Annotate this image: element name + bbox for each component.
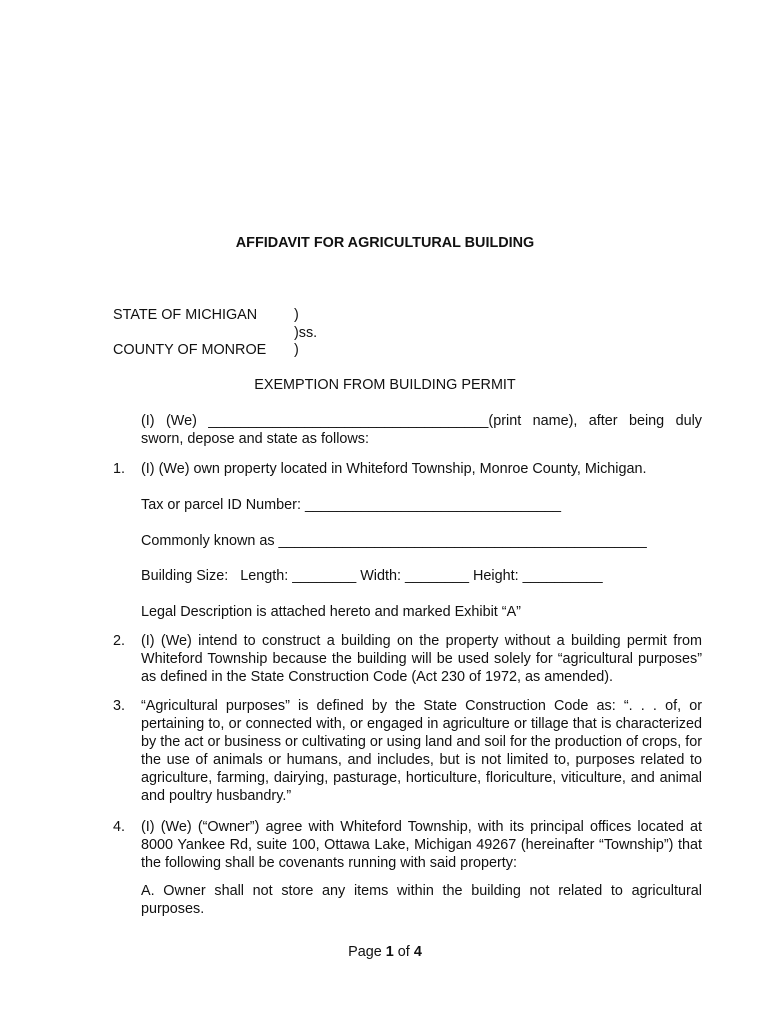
item-number: 4. — [113, 819, 126, 835]
item-3-text: “Agricultural purposes” is defined by the State Construction Code as: “. . . of, or pertaining to, or connected with, or engaged in agriculture or tillage that is characterized by the act or business or cultivating or using land and soil for the production of crops, for the use of animals or humans, and includes, but is not limited to, purposes related to agriculture, farming, dairying, pasturage, horticulture, floriculture, viticulture, and animal and poultry husbandry.” — [141, 698, 702, 804]
venue-ss: )ss. — [294, 324, 318, 341]
venue-paren: ) — [294, 342, 299, 358]
item-1-text: (I) (We) own property located in Whiteford Township, Monroe County, Michigan. — [141, 461, 647, 477]
page-footer — [0, 943, 770, 961]
commonly-known-line: Commonly known as ______________________________________________ — [141, 533, 647, 549]
item-number: 3. — [113, 698, 126, 714]
venue-ss-row — [113, 324, 318, 342]
page-word: Page — [348, 944, 382, 960]
building-size-line: Building Size: Length: ________ Width: ________ Height: __________ — [141, 568, 603, 584]
tax-parcel-line: Tax or parcel ID Number: ________________________________ — [141, 497, 562, 513]
total-pages-number: 4 — [413, 944, 422, 960]
legal-description-line: Legal Description is attached hereto and marked Exhibit “A” — [141, 604, 521, 620]
venue-county-row — [113, 341, 299, 359]
item-4-sub-a: A. Owner shall not store any items within the building not related to agricultural purposes. — [141, 883, 702, 917]
venue-county: COUNTY OF MONROE — [113, 342, 267, 358]
document-subtitle: EXEMPTION FROM BUILDING PERMIT — [254, 377, 516, 393]
document-title: AFFIDAVIT FOR AGRICULTURAL BUILDING — [235, 235, 535, 251]
item-2-text: (I) (We) intend to construct a building on the property without a building permit from Whiteford Township because the building will be used solely for “agricultural purposes” as defined in the State Construction Code (Act 230 of 1972, as amended). — [141, 633, 702, 685]
intro-paragraph: (I) (We) ___________________________________(print name), after being duly sworn, depose and state as follows: — [141, 413, 702, 447]
of-word: of — [397, 944, 410, 960]
venue-block — [113, 306, 318, 359]
item-number: 1. — [113, 461, 126, 477]
venue-state-row — [113, 306, 299, 324]
item-4-text: (I) (We) (“Owner”) agree with Whiteford Township, with its principal offices located at 8000 Yankee Rd, suite 100, Ottawa Lake, Michigan 49267 (hereinafter “Township”) that the following shall be covenants running with said property: — [141, 819, 702, 871]
venue-paren: ) — [294, 307, 299, 323]
venue-state: STATE OF MICHIGAN — [113, 307, 258, 323]
current-page-number: 1 — [385, 944, 394, 960]
item-number: 2. — [113, 633, 126, 649]
